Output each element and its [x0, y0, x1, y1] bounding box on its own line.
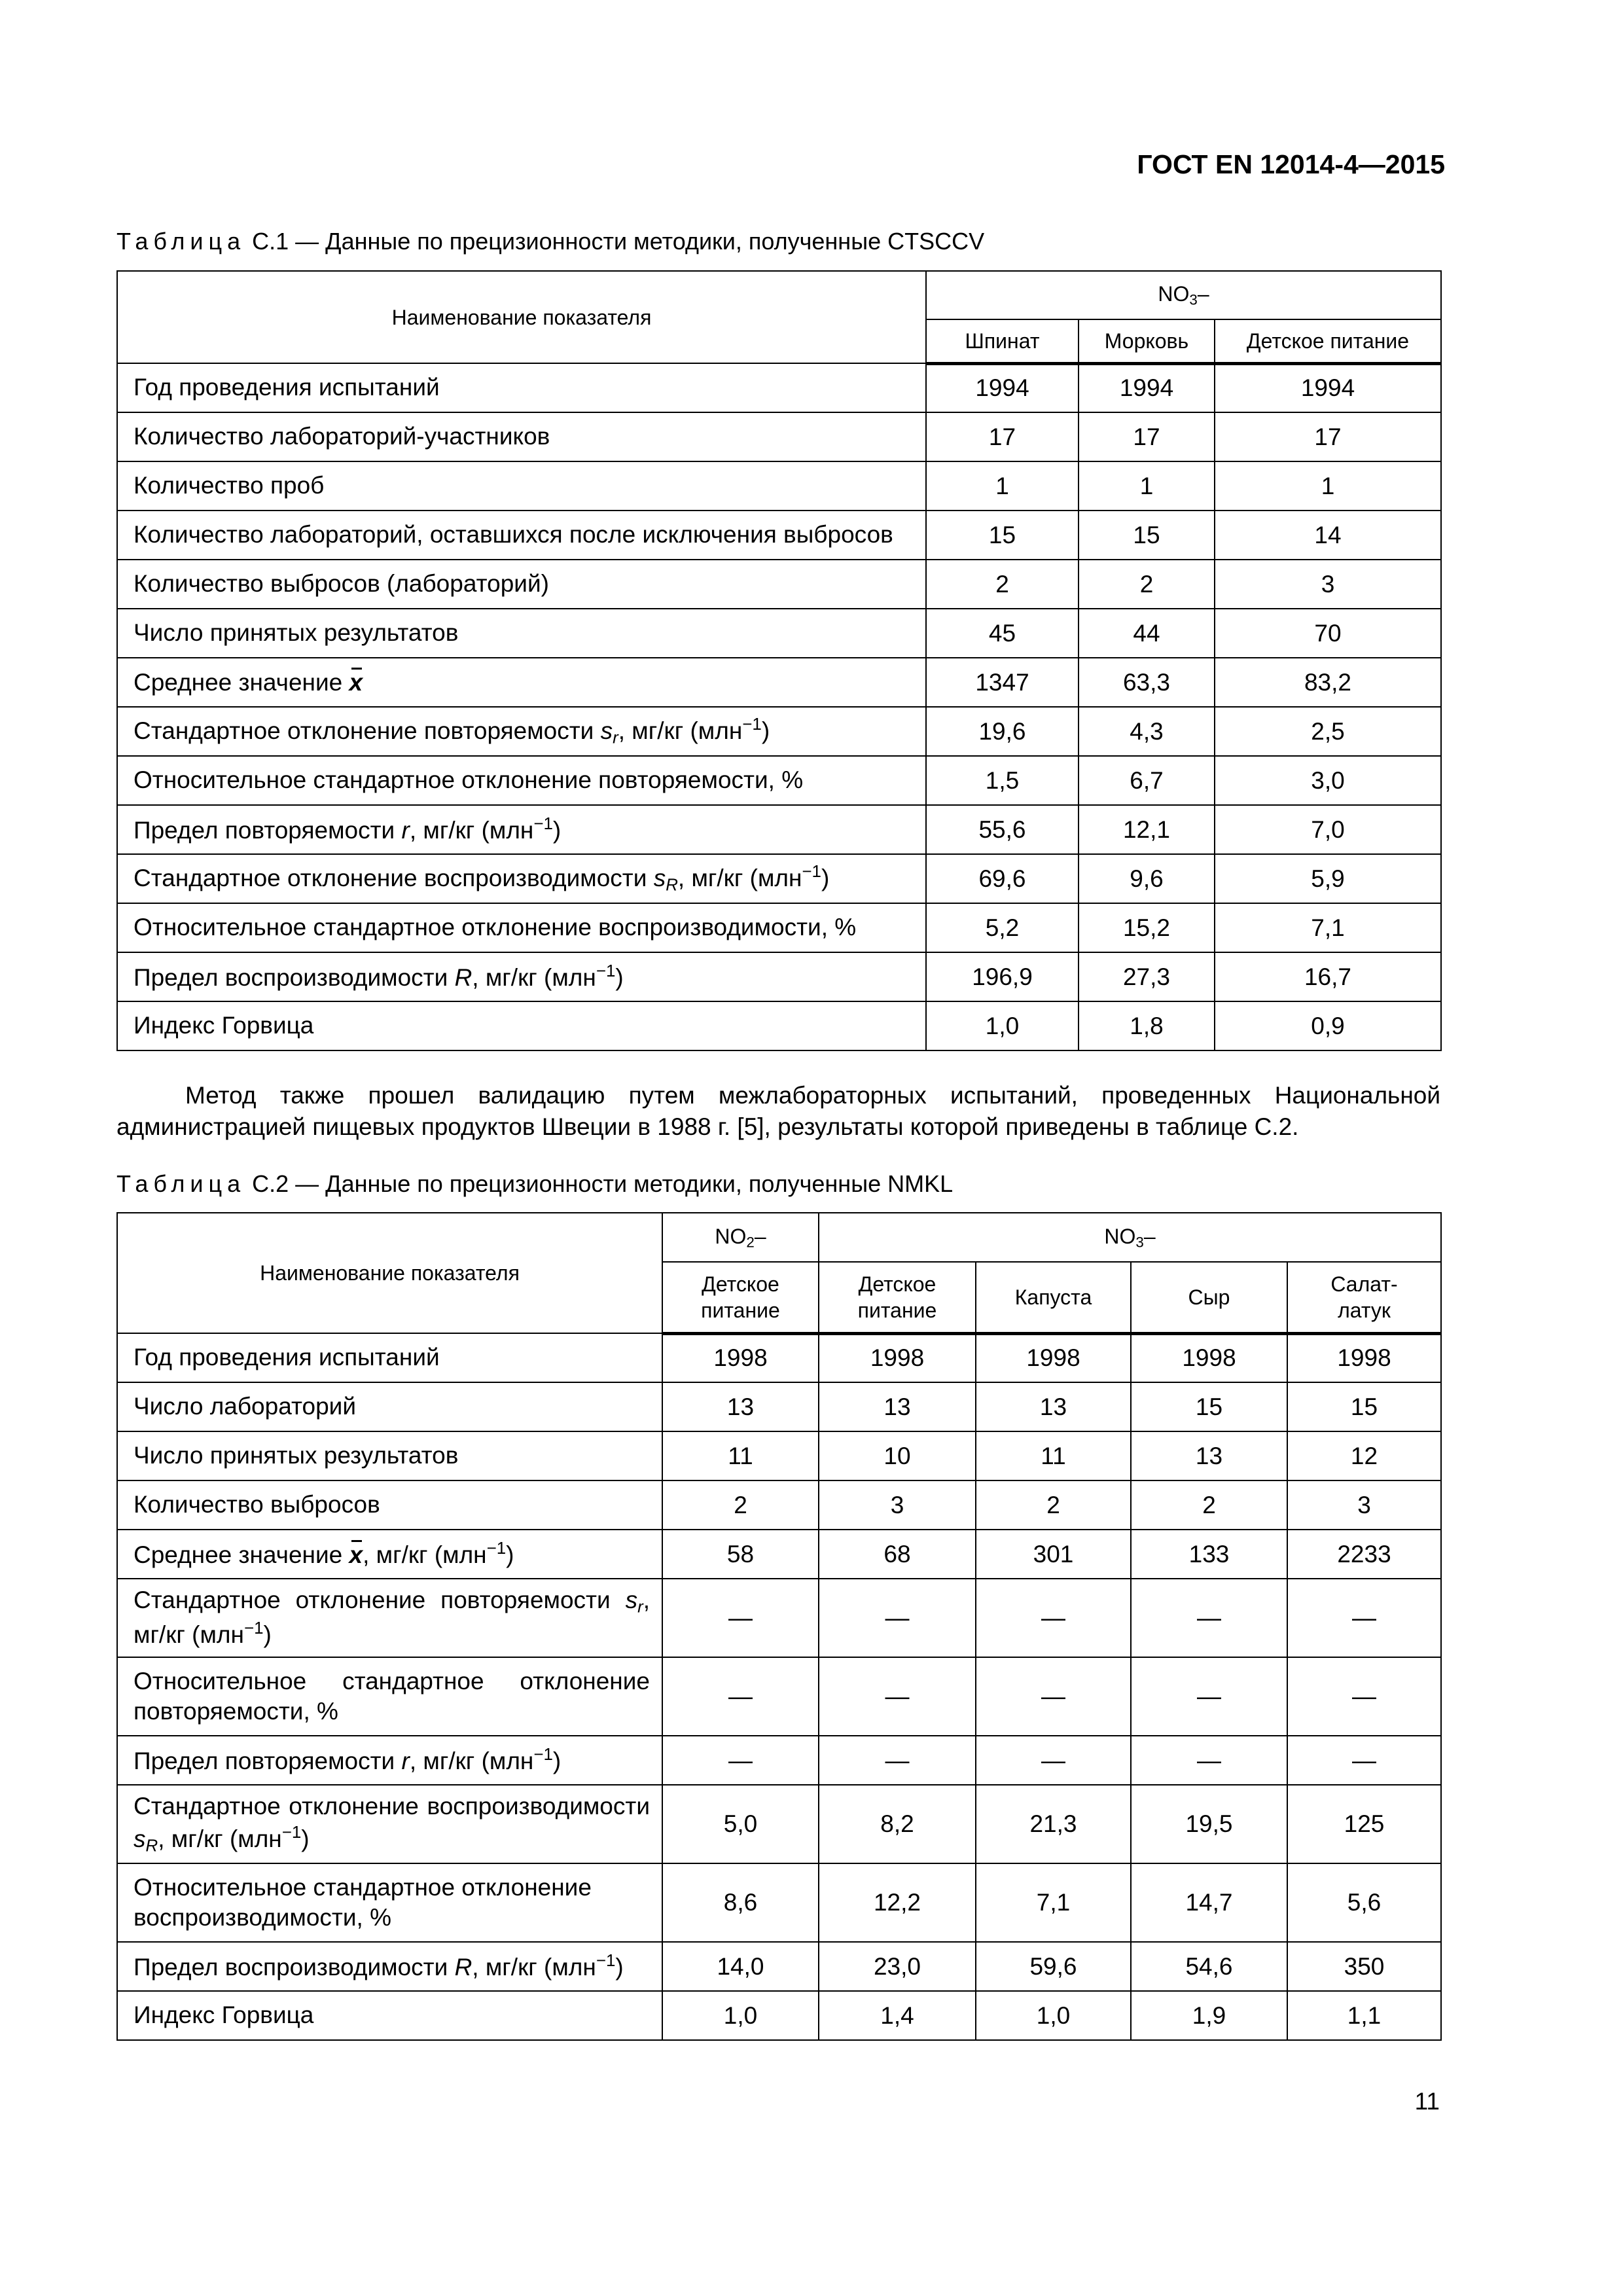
table-cell: — [976, 1657, 1131, 1736]
table-row [117, 1480, 1441, 1530]
row-label-unit: , мг/кг (млн [134, 1587, 650, 1649]
col-header-line: Капуста [1014, 1285, 1092, 1309]
col-header-line: латук [1338, 1298, 1391, 1322]
row-label-unit: , мг/кг (млн [409, 1747, 534, 1774]
table-cell: 13 [1131, 1431, 1287, 1480]
col-header-line: Салат- [1330, 1272, 1398, 1296]
table-cell: 55,6 [926, 805, 1079, 854]
symbol-subscript: R [145, 1837, 158, 1856]
table-cell: 13 [819, 1382, 976, 1431]
table-cell: 5,6 [1287, 1863, 1441, 1942]
row-label [117, 1579, 662, 1657]
table-row [117, 1785, 1441, 1863]
table-cell: 1998 [976, 1333, 1131, 1382]
row-label-close: ) [615, 963, 624, 991]
table-cell: 45 [926, 609, 1079, 658]
row-label [117, 1530, 662, 1579]
table-cell: 133 [1131, 1530, 1287, 1579]
paragraph-text: Метод также прошел валидацию путем межлабораторных испытаний, проведенных Национальной администрацией пищевых продуктов Швеции в 1988 г. [5], результаты которой приведены в таблице С.2. [116, 1082, 1440, 1140]
table1 [116, 270, 1442, 1051]
row-label-close: ) [552, 816, 562, 844]
table1-group-header [926, 271, 1441, 319]
row-label: Год проведения испытаний [117, 1333, 662, 1382]
table-cell: 4,3 [1079, 707, 1215, 756]
symbol: s [600, 717, 613, 745]
row-label [117, 805, 926, 854]
table-cell: 15 [1131, 1382, 1287, 1431]
table-cell: 8,2 [819, 1785, 976, 1863]
table-row [117, 1736, 1441, 1785]
table-row [117, 658, 1441, 707]
table-cell: 19,5 [1131, 1785, 1287, 1863]
table-cell: 15 [1079, 511, 1215, 560]
table2-group2-main: NO [1104, 1224, 1136, 1248]
unit-exponent: −1 [742, 715, 762, 734]
table-row [117, 1942, 1441, 1991]
row-label-close: ) [761, 717, 770, 745]
table1-col-header: Морковь [1079, 319, 1215, 363]
row-label: Количество выбросов [117, 1480, 662, 1530]
table-cell: 6,7 [1079, 756, 1215, 805]
table-row [117, 461, 1441, 511]
row-label-text: Среднее значение [134, 669, 349, 696]
row-label: Число принятых результатов [117, 609, 926, 658]
row-label-unit: , мг/кг (млн [472, 1953, 596, 1981]
table-cell: — [1131, 1736, 1287, 1785]
table-row [117, 854, 1441, 903]
table-cell: 1 [1079, 461, 1215, 511]
table-row [117, 1991, 1441, 2040]
table-cell: 17 [1215, 412, 1441, 461]
row-label: Количество лабораторий-участников [117, 412, 926, 461]
table-cell: 15 [926, 511, 1079, 560]
table-cell: — [1287, 1736, 1441, 1785]
unit-exponent: −1 [281, 1823, 302, 1842]
symbol: s [134, 1825, 146, 1852]
table1-caption-prefix: Таблица [116, 228, 246, 255]
body-paragraph [116, 1080, 1440, 1143]
table2-caption-text: С.2 — Данные по прецизионности методики, полученные NMKL [245, 1170, 954, 1197]
row-label: Индекс Горвица [117, 1001, 926, 1050]
row-label [117, 952, 926, 1001]
table2-group2-sub: 3 [1135, 1234, 1144, 1251]
table-cell: 8,6 [662, 1863, 819, 1942]
table-cell: 1,9 [1131, 1991, 1287, 2040]
unit-exponent: −1 [486, 1539, 507, 1558]
table2-group1-header [662, 1213, 819, 1262]
table2 [116, 1212, 1442, 2041]
table-cell: — [1131, 1579, 1287, 1657]
table-row [117, 560, 1441, 609]
row-label: Относительное стандартное отклонение повторяемости, % [117, 756, 926, 805]
col-header-line: питание [857, 1298, 937, 1322]
table-cell: 70 [1215, 609, 1441, 658]
table-cell: 1994 [1215, 363, 1441, 412]
unit-exponent: −1 [533, 814, 553, 833]
table-cell: 54,6 [1131, 1942, 1287, 1991]
unit-exponent: −1 [596, 1951, 616, 1970]
row-label-text: Предел воспроизводимости [134, 963, 455, 991]
row-label-close: ) [615, 1953, 624, 1981]
row-label-unit: , мг/кг (млн [677, 865, 802, 892]
table2-group2-header [819, 1213, 1441, 1262]
table-row [117, 1579, 1441, 1657]
table1-col-header: Детское питание [1215, 319, 1441, 363]
table-cell: 301 [976, 1530, 1131, 1579]
table2-group1-sub: 2 [746, 1234, 755, 1251]
table-cell: 7,0 [1215, 805, 1441, 854]
row-label: Количество лабораторий, оставшихся после исключения выбросов [117, 511, 926, 560]
table-cell: — [976, 1736, 1131, 1785]
table2-name-header: Наименование показателя [117, 1213, 662, 1333]
table-cell: 2 [1131, 1480, 1287, 1530]
table-cell: 11 [976, 1431, 1131, 1480]
table-cell: 14 [1215, 511, 1441, 560]
table-row [117, 903, 1441, 952]
table-cell: — [662, 1736, 819, 1785]
table-cell: 7,1 [1215, 903, 1441, 952]
table-cell: 10 [819, 1431, 976, 1480]
row-label: Относительное стандартное отклонение воспроизводимости, % [117, 903, 926, 952]
table2-group2-suffix: – [1143, 1224, 1156, 1248]
table-cell: 1,0 [662, 1991, 819, 2040]
table-cell: 7,1 [976, 1863, 1131, 1942]
table-cell: 21,3 [976, 1785, 1131, 1863]
symbol: r [401, 816, 410, 844]
table-row [117, 1382, 1441, 1431]
table-row [117, 412, 1441, 461]
table-cell: 14,0 [662, 1942, 819, 1991]
table-cell: 16,7 [1215, 952, 1441, 1001]
row-label-close: ) [263, 1621, 272, 1649]
table1-caption-text: С.1 — Данные по прецизионности методики, полученные CTSCCV [245, 228, 985, 255]
table2-col-header [662, 1262, 819, 1333]
table-cell: 15 [1287, 1382, 1441, 1431]
table1-group-sub: 3 [1189, 291, 1198, 308]
unit-exponent: −1 [802, 862, 821, 881]
table-cell: 19,6 [926, 707, 1079, 756]
row-label-text: Предел повторяемости [134, 1747, 402, 1774]
table-cell: 1,5 [926, 756, 1079, 805]
table-cell: 13 [662, 1382, 819, 1431]
symbol: r [401, 1747, 410, 1774]
row-label-close: ) [552, 1747, 562, 1774]
table-cell: — [976, 1579, 1131, 1657]
table-cell: 3 [1287, 1480, 1441, 1530]
table-cell: — [819, 1736, 976, 1785]
table1-name-header: Наименование показателя [117, 271, 926, 363]
table2-col-header [976, 1262, 1131, 1333]
row-label-close: ) [506, 1541, 514, 1568]
table-cell: 1998 [1287, 1333, 1441, 1382]
table-row [117, 363, 1441, 412]
row-label-text: Стандартное отклонение воспроизводимости [134, 865, 654, 892]
table-cell: 1998 [662, 1333, 819, 1382]
row-label: Число лабораторий [117, 1382, 662, 1431]
table-cell: 9,6 [1079, 854, 1215, 903]
table-cell: 5,0 [662, 1785, 819, 1863]
table-cell: 17 [1079, 412, 1215, 461]
table-row [117, 1333, 1441, 1382]
table-cell: 3 [819, 1480, 976, 1530]
table-cell: 2 [926, 560, 1079, 609]
table-cell: 15,2 [1079, 903, 1215, 952]
table-cell: 12,2 [819, 1863, 976, 1942]
table2-caption-prefix: Таблица [116, 1170, 246, 1197]
table-cell: 1,1 [1287, 1991, 1441, 2040]
table-cell: — [1287, 1657, 1441, 1736]
table-cell: 17 [926, 412, 1079, 461]
table-cell: 12 [1287, 1431, 1441, 1480]
col-header-line: Сыр [1188, 1285, 1230, 1309]
table-row [117, 1001, 1441, 1050]
table-row [117, 805, 1441, 854]
row-label: Количество проб [117, 461, 926, 511]
row-label-close: ) [301, 1825, 310, 1852]
row-label: Количество выбросов (лабораторий) [117, 560, 926, 609]
table-cell: 83,2 [1215, 658, 1441, 707]
symbol-subscript: R [666, 876, 678, 895]
row-label-unit: , мг/кг (млн [363, 1541, 487, 1568]
row-label-text: Стандартное отклонение повторяемости [134, 1587, 626, 1614]
row-label: Относительное стандартное отклонение повторяемости, % [117, 1657, 662, 1736]
row-label-text: Предел повторяемости [134, 816, 402, 844]
col-header-line: питание [701, 1298, 780, 1322]
table-cell: 68 [819, 1530, 976, 1579]
row-label: Относительное стандартное отклонение воспроизводимости, % [117, 1863, 662, 1942]
row-label [117, 1736, 662, 1785]
table-cell: 1 [1215, 461, 1441, 511]
table-cell: 1347 [926, 658, 1079, 707]
table-row [117, 609, 1441, 658]
row-label-text: Предел воспроизводимости [134, 1953, 455, 1981]
col-header-line: Детское [702, 1272, 779, 1296]
table-row [117, 756, 1441, 805]
unit-exponent: −1 [533, 1745, 553, 1764]
table-cell: 2,5 [1215, 707, 1441, 756]
unit-exponent: −1 [596, 961, 616, 980]
table-cell: — [819, 1657, 976, 1736]
table1-group-suffix: – [1197, 282, 1209, 306]
table-row [117, 1657, 1441, 1736]
symbol-subscript: r [637, 1598, 643, 1617]
table-cell: 5,9 [1215, 854, 1441, 903]
row-label [117, 658, 926, 707]
row-label-text: Стандартное отклонение воспроизводимости [134, 1793, 650, 1820]
table-cell: 125 [1287, 1785, 1441, 1863]
row-label [117, 854, 926, 903]
table-cell: 1,4 [819, 1991, 976, 2040]
mean-symbol: x [349, 666, 363, 698]
symbol-subscript: r [613, 728, 618, 747]
table-cell: 3 [1215, 560, 1441, 609]
table2-col-header [819, 1262, 976, 1333]
table-row [117, 707, 1441, 756]
table-cell: — [819, 1579, 976, 1657]
table1-col-header: Шпинат [926, 319, 1079, 363]
table-row [117, 1530, 1441, 1579]
table-row [117, 1863, 1441, 1942]
table-cell: 12,1 [1079, 805, 1215, 854]
table-row [117, 511, 1441, 560]
table-cell: 1998 [1131, 1333, 1287, 1382]
symbol: s [625, 1587, 638, 1614]
page-number: 11 [1414, 2088, 1440, 2115]
table-cell: 59,6 [976, 1942, 1131, 1991]
table-cell: 44 [1079, 609, 1215, 658]
table-cell: 1994 [1079, 363, 1215, 412]
table-row [117, 952, 1441, 1001]
table-cell: 11 [662, 1431, 819, 1480]
table-cell: 2 [1079, 560, 1215, 609]
row-label-unit: , мг/кг (млн [618, 717, 743, 745]
table2-caption [116, 1170, 953, 1198]
unit-exponent: −1 [243, 1619, 264, 1638]
table-cell: 1998 [819, 1333, 976, 1382]
row-label: Индекс Горвица [117, 1991, 662, 2040]
table2-group1-main: NO [715, 1224, 747, 1248]
table-cell: 13 [976, 1382, 1131, 1431]
symbol: R [454, 963, 473, 991]
table-cell: 14,7 [1131, 1863, 1287, 1942]
table-cell: — [662, 1579, 819, 1657]
col-header-line: Детское [858, 1272, 936, 1296]
table-cell: 23,0 [819, 1942, 976, 1991]
row-label [117, 1942, 662, 1991]
row-label-unit: , мг/кг (млн [472, 963, 596, 991]
mean-symbol: x [349, 1539, 363, 1570]
row-label-text: Стандартное отклонение повторяемости [134, 717, 601, 745]
table-row [117, 1431, 1441, 1480]
row-label: Число принятых результатов [117, 1431, 662, 1480]
row-label [117, 707, 926, 756]
row-label [117, 1785, 662, 1863]
table-cell: 196,9 [926, 952, 1079, 1001]
table-cell: 1 [926, 461, 1079, 511]
table-cell: 2 [662, 1480, 819, 1530]
symbol: s [653, 865, 666, 892]
table-cell: 1,8 [1079, 1001, 1215, 1050]
table-cell: 1,0 [976, 1991, 1131, 2040]
table-cell: 5,2 [926, 903, 1079, 952]
table-cell: 2233 [1287, 1530, 1441, 1579]
row-label-close: ) [821, 865, 830, 892]
table-cell: 3,0 [1215, 756, 1441, 805]
row-label-text: Среднее значение [134, 1541, 349, 1568]
symbol: R [454, 1953, 473, 1981]
table-cell: 2 [976, 1480, 1131, 1530]
table-cell: 0,9 [1215, 1001, 1441, 1050]
table-cell: 350 [1287, 1942, 1441, 1991]
table-cell: — [662, 1657, 819, 1736]
table-cell: 1,0 [926, 1001, 1079, 1050]
document-code: ГОСТ EN 12014-4—2015 [1137, 149, 1445, 179]
table-cell: — [1287, 1579, 1441, 1657]
table-cell: 27,3 [1079, 952, 1215, 1001]
table-cell: 1994 [926, 363, 1079, 412]
row-label-unit: , мг/кг (млн [409, 816, 534, 844]
table-cell: 69,6 [926, 854, 1079, 903]
table1-caption [116, 228, 984, 255]
row-label-unit: , мг/кг (млн [158, 1825, 282, 1852]
table2-group1-suffix: – [754, 1224, 766, 1248]
table2-col-header [1287, 1262, 1441, 1333]
table-cell: — [1131, 1657, 1287, 1736]
table-cell: 58 [662, 1530, 819, 1579]
table1-group-main: NO [1158, 282, 1190, 306]
table2-col-header [1131, 1262, 1287, 1333]
table-cell: 63,3 [1079, 658, 1215, 707]
row-label: Год проведения испытаний [117, 363, 926, 412]
